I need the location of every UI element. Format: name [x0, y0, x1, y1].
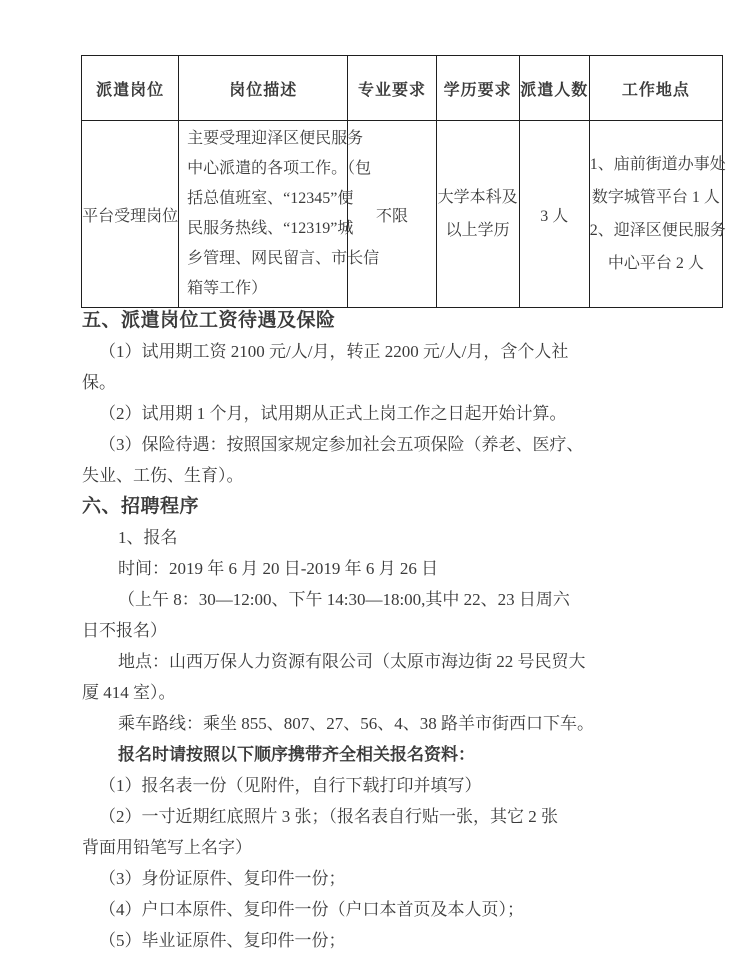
document-body [82, 305, 726, 956]
paragraph-line: （3）身份证原件、复印件一份； [99, 869, 346, 888]
cell-description [179, 121, 380, 308]
header-education-requirement: 学历要求 [436, 56, 519, 121]
cell-position: 平台受理岗位 [82, 121, 179, 308]
paragraph-line: 乘车路线：乘坐 855、807、27、56、4、38 路羊市街西口下车。 [118, 714, 594, 733]
paragraph-line: 失业、工伤、生育）。 [82, 466, 244, 485]
cell-count: 3 人 [519, 121, 589, 308]
header-work-location: 工作地点 [589, 56, 722, 121]
paragraph-line: （1）试用期工资 2100 元/人/月，转正 2200 元/人/月，含个人社 [99, 342, 569, 361]
paragraph-line: （2）一寸近期红底照片 3 张；（报名表自行贴一张，其它 2 张 [99, 807, 558, 826]
description-line: 主要受理迎泽区便民服务 [187, 130, 364, 147]
table-header-row [82, 56, 723, 121]
paragraph-line: 厦 414 室）。 [82, 683, 176, 702]
header-major-requirement: 专业要求 [348, 56, 436, 121]
paragraph-line: 背面用铅笔写上名字） [82, 838, 252, 857]
description-line: 箱等工作） [187, 280, 268, 297]
materials-heading: 报名时请按照以下顺序携带齐全相关报名资料： [118, 745, 475, 764]
education-line: 以上学历 [445, 222, 510, 239]
header-dispatch-count: 派遣人数 [519, 56, 589, 121]
job-table [81, 55, 726, 308]
header-dispatch-position: 派遣岗位 [82, 56, 179, 121]
section-heading-salary: 五、派遣岗位工资待遇及保险 [82, 310, 336, 331]
header-job-description: 岗位描述 [179, 56, 348, 121]
cell-location [589, 121, 726, 308]
section-heading-procedure: 六、招聘程序 [82, 496, 200, 517]
description-line: 乡管理、网民留言、市长信 [187, 250, 380, 267]
paragraph-line: （4）户口本原件、复印件一份（户口本首页及本人页）； [99, 900, 524, 919]
location-line: 1、庙前街道办事处 [589, 156, 726, 173]
paragraph-line: 日不报名） [82, 621, 167, 640]
table-row [82, 121, 723, 308]
paragraph-line: 1、报名 [118, 528, 178, 547]
paragraph-line: （上午 8：30—12:00、下午 14:30—18:00,其中 22、23 日周六 [118, 590, 570, 609]
cell-major: 不限 [348, 121, 436, 308]
location-line: 数字城管平台 1 人 [591, 189, 720, 206]
cell-education [436, 121, 519, 308]
location-line: 中心平台 2 人 [607, 255, 704, 272]
paragraph-line: （2）试用期 1 个月，试用期从正式上岗工作之日起开始计算。 [99, 404, 567, 423]
education-line: 大学本科及 [437, 189, 518, 206]
paragraph-line: 保。 [82, 373, 116, 392]
description-line: 中心派遣的各项工作。（包 [187, 160, 372, 177]
paragraph-line: 时间：2019 年 6 月 20 日-2019 年 6 月 26 日 [118, 559, 439, 578]
paragraph-line: （5）毕业证原件、复印件一份； [99, 931, 346, 950]
location-line: 2、迎泽区便民服务 [589, 222, 726, 239]
paragraph-line: 地点：山西万保人力资源有限公司（太原市海边街 22 号民贸大 [118, 652, 586, 671]
paragraph-line: （1）报名表一份（见附件，自行下载打印并填写） [99, 776, 482, 795]
paragraph-line: （3）保险待遇：按照国家规定参加社会五项保险（养老、医疗、 [99, 435, 584, 454]
description-line: 括总值班室、“12345”便 [187, 190, 354, 207]
description-line: 民服务热线、“12319”城 [187, 220, 354, 237]
